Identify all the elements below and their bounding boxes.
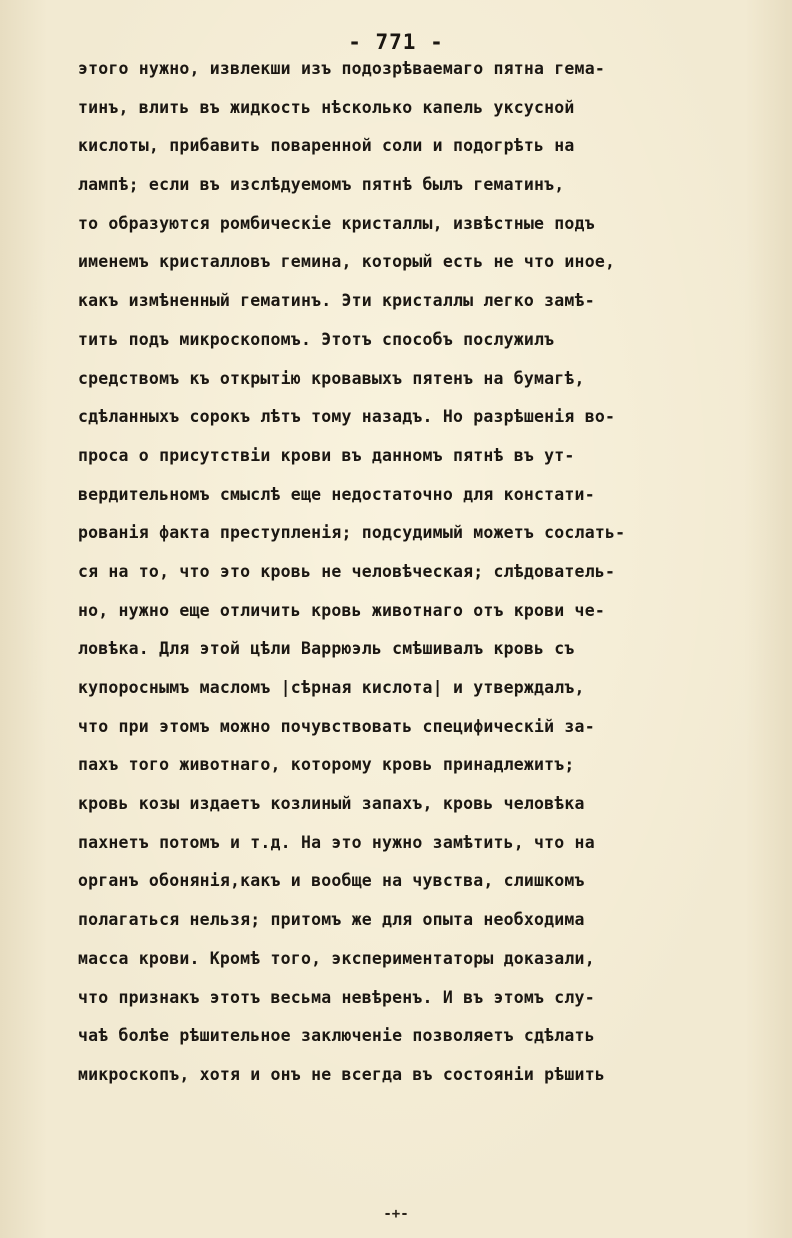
text-line: именемъ кристалловъ гемина, который есть не что иное,	[78, 252, 616, 272]
footer-mark: -+-	[383, 1206, 409, 1222]
text-line: вердительномъ смыслѣ еще недостаточно для констати-	[78, 484, 595, 504]
text-line: масса крови. Кромѣ того, экспериментаторы доказали,	[78, 948, 595, 968]
text-line: пахъ того животнаго, которому кровь принадлежитъ;	[78, 755, 575, 775]
text-line: но, нужно еще отличить кровь животнаго отъ крови че-	[78, 600, 605, 620]
text-line: какъ измѣненный гематинъ. Эти кристаллы легко замѣ-	[78, 291, 595, 311]
body-text	[78, 50, 778, 1095]
text-line: проса о присутствіи крови въ данномъ пятнѣ въ ут-	[78, 445, 575, 465]
text-line: чаѣ болѣе рѣшительное заключеніе позволяетъ сдѣлать	[78, 1026, 595, 1046]
text-line: купороснымъ масломъ |сѣрная кислота| и утверждалъ,	[78, 678, 585, 697]
text-line: ловѣка. Для этой цѣли Варрюэль смѣшивалъ кровь съ	[78, 639, 575, 659]
text-line: ся на то, что это кровь не человѣческая; слѣдователь-	[78, 561, 616, 581]
text-line: полагаться нельзя; притомъ же для опыта необходима	[78, 910, 585, 930]
text-line: сдѣланныхъ сорокъ лѣтъ тому назадъ. Но разрѣшенія во-	[78, 407, 616, 427]
text-line: органъ обонянія,какъ и вообще на чувства, слишкомъ	[78, 871, 585, 891]
text-line: микроскопъ, хотя и онъ не всегда въ состояніи рѣшить	[78, 1064, 605, 1084]
page-number: - 771 -	[348, 30, 444, 54]
text-line: кровь козы издаетъ козлиный запахъ, кровь человѣка	[78, 794, 585, 814]
text-line: тинъ, влить въ жидкость нѣсколько капель уксусной	[78, 97, 575, 117]
text-line: тить подъ микроскопомъ. Этотъ способъ послужилъ	[78, 329, 555, 349]
text-line: кислоты, прибавить поваренной соли и подогрѣть на	[78, 136, 575, 156]
text-line: то образуются ромбическіе кристаллы, извѣстные подъ	[78, 213, 595, 233]
text-line: пахнетъ потомъ и т.д. На это нужно замѣтить, что на	[78, 832, 595, 852]
text-line: средствомъ къ открытію кровавыхъ пятенъ на бумагѣ,	[78, 368, 585, 388]
text-line: лампѣ; если въ изслѣдуемомъ пятнѣ былъ гематинъ,	[78, 175, 565, 195]
text-line: рованія факта преступленія; подсудимый можетъ сослать-	[78, 523, 626, 543]
text-line: этого нужно, извлекши изъ подозрѣваемаго пятна гема-	[78, 59, 605, 78]
text-line: что при этомъ можно почувствовать специфическій за-	[78, 716, 595, 736]
text-line: что признакъ этотъ весьма невѣренъ. И въ этомъ слу-	[78, 987, 595, 1007]
